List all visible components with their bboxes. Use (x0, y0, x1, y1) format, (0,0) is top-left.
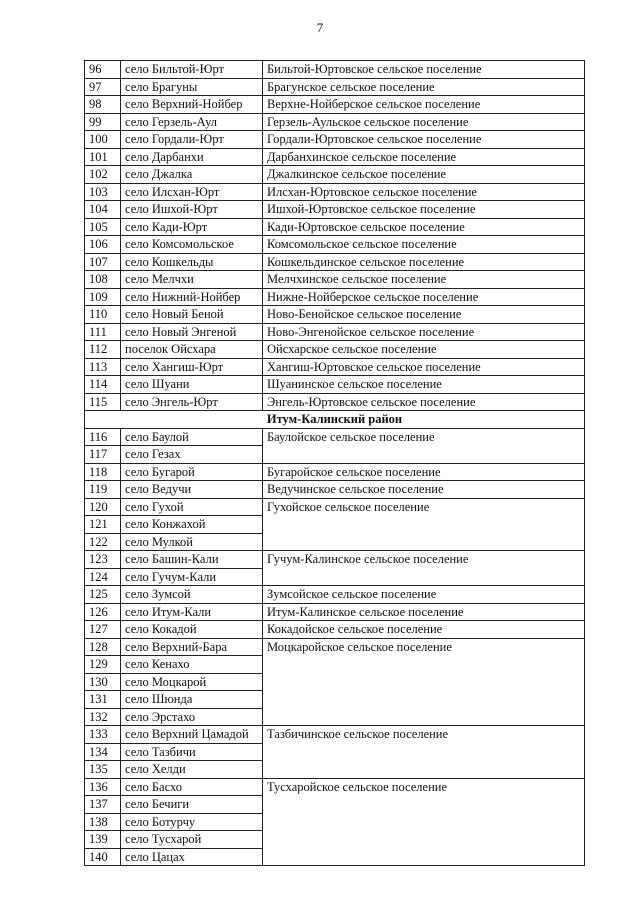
row-number: 101 (85, 148, 121, 166)
table-row (85, 183, 585, 201)
table-row (85, 481, 585, 499)
settlement-name: Гордали-Юртовское сельское поселение (263, 131, 585, 149)
district-header: Итум-Калинский район (85, 411, 585, 429)
row-number: 97 (85, 78, 121, 96)
village-name: село Тазбичи (121, 743, 263, 761)
village-name: село Башин-Кали (121, 551, 263, 569)
village-name: село Джалка (121, 166, 263, 184)
row-number: 122 (85, 533, 121, 551)
row-number: 99 (85, 113, 121, 131)
village-name: село Басхо (121, 778, 263, 796)
village-name: село Цацах (121, 848, 263, 866)
village-name: село Илсхан-Юрт (121, 183, 263, 201)
row-number: 109 (85, 288, 121, 306)
settlement-name: Моцкаройское сельское поселение (263, 638, 585, 726)
row-number: 98 (85, 96, 121, 114)
table-row (85, 236, 585, 254)
table-row (85, 621, 585, 639)
row-number: 131 (85, 691, 121, 709)
row-number: 108 (85, 271, 121, 289)
table-row (85, 253, 585, 271)
row-number: 96 (85, 61, 121, 79)
settlement-name: Энгель-Юртовское сельское поселение (263, 393, 585, 411)
table-row (85, 428, 585, 446)
settlement-name: Ново-Энгенойское сельское поселение (263, 323, 585, 341)
settlement-name: Зумсойское сельское поселение (263, 586, 585, 604)
table-row (85, 288, 585, 306)
village-name: село Гезах (121, 446, 263, 464)
village-name: село Герзель-Аул (121, 113, 263, 131)
village-name: село Верхний Цамадой (121, 726, 263, 744)
table-row (85, 96, 585, 114)
settlement-name: Мелчхинское сельское поселение (263, 271, 585, 289)
row-number: 102 (85, 166, 121, 184)
village-name: село Кади-Юрт (121, 218, 263, 236)
table-row (85, 113, 585, 131)
village-name: село Бугарой (121, 463, 263, 481)
settlement-name: Бильтой-Юртовское сельское поселение (263, 61, 585, 79)
row-number: 114 (85, 376, 121, 394)
row-number: 134 (85, 743, 121, 761)
table-row (85, 323, 585, 341)
table-row (85, 306, 585, 324)
table-row (85, 726, 585, 744)
village-name: село Шюнда (121, 691, 263, 709)
table-row (85, 393, 585, 411)
table-row (85, 778, 585, 796)
village-name: село Кокадой (121, 621, 263, 639)
settlement-name: Гучум-Калинское сельское поселение (263, 551, 585, 586)
row-number: 126 (85, 603, 121, 621)
settlement-name: Брагунское сельское поселение (263, 78, 585, 96)
row-number: 128 (85, 638, 121, 656)
table-row (85, 201, 585, 219)
row-number: 127 (85, 621, 121, 639)
settlement-name: Кади-Юртовское сельское поселение (263, 218, 585, 236)
row-number: 120 (85, 498, 121, 516)
table-row (85, 78, 585, 96)
row-number: 136 (85, 778, 121, 796)
village-name: село Ведучи (121, 481, 263, 499)
village-name: село Хангиш-Юрт (121, 358, 263, 376)
settlement-name: Джалкинское сельское поселение (263, 166, 585, 184)
row-number: 105 (85, 218, 121, 236)
village-name: село Гордали-Юрт (121, 131, 263, 149)
settlement-name: Ново-Бенойское сельское поселение (263, 306, 585, 324)
row-number: 103 (85, 183, 121, 201)
row-number: 125 (85, 586, 121, 604)
table-row (85, 218, 585, 236)
village-name: село Мулкой (121, 533, 263, 551)
settlement-name: Ойсхарское сельское поселение (263, 341, 585, 359)
table-row (85, 148, 585, 166)
village-name: село Шуани (121, 376, 263, 394)
village-name: село Гучум-Кали (121, 568, 263, 586)
settlement-name: Хангиш-Юртовское сельское поселение (263, 358, 585, 376)
row-number: 113 (85, 358, 121, 376)
settlement-name: Герзель-Аульское сельское поселение (263, 113, 585, 131)
table-row (85, 498, 585, 516)
table-row (85, 271, 585, 289)
table-row (85, 603, 585, 621)
village-name: село Кенахо (121, 656, 263, 674)
village-name: село Новый Беной (121, 306, 263, 324)
row-number: 106 (85, 236, 121, 254)
village-name: село Брагуны (121, 78, 263, 96)
row-number: 117 (85, 446, 121, 464)
village-name: село Эрстахо (121, 708, 263, 726)
settlement-name: Тазбичинское сельское поселение (263, 726, 585, 779)
village-name: село Новый Энгеной (121, 323, 263, 341)
settlement-name: Баулойское сельское поселение (263, 428, 585, 463)
settlement-name: Гухойское сельское поселение (263, 498, 585, 551)
settlement-name: Шуанинское сельское поселение (263, 376, 585, 394)
row-number: 124 (85, 568, 121, 586)
village-name: село Мелчхи (121, 271, 263, 289)
village-name: село Конжахой (121, 516, 263, 534)
table-row (85, 463, 585, 481)
table-row (85, 638, 585, 656)
row-number: 112 (85, 341, 121, 359)
settlement-name: Кошкельдинское сельское поселение (263, 253, 585, 271)
table-row (85, 61, 585, 79)
table-row (85, 358, 585, 376)
row-number: 115 (85, 393, 121, 411)
settlement-name: Комсомольское сельское поселение (263, 236, 585, 254)
settlement-name: Итум-Калинское сельское поселение (263, 603, 585, 621)
row-number: 138 (85, 813, 121, 831)
row-number: 104 (85, 201, 121, 219)
district-header-row (85, 411, 585, 429)
table-row (85, 586, 585, 604)
table-row (85, 551, 585, 569)
row-number: 123 (85, 551, 121, 569)
settlement-name: Тусхаройское сельское поселение (263, 778, 585, 866)
village-name: село Бильтой-Юрт (121, 61, 263, 79)
row-number: 121 (85, 516, 121, 534)
village-name: село Верхний-Бара (121, 638, 263, 656)
village-name: село Дарбанхи (121, 148, 263, 166)
row-number: 111 (85, 323, 121, 341)
table-row (85, 376, 585, 394)
village-name: село Гухой (121, 498, 263, 516)
village-name: село Верхний-Нойбер (121, 96, 263, 114)
village-name: село Зумсой (121, 586, 263, 604)
row-number: 118 (85, 463, 121, 481)
settlement-name: Верхне-Нойберское сельское поселение (263, 96, 585, 114)
settlement-name: Илсхан-Юртовское сельское поселение (263, 183, 585, 201)
village-name: поселок Ойсхара (121, 341, 263, 359)
row-number: 119 (85, 481, 121, 499)
row-number: 130 (85, 673, 121, 691)
row-number: 133 (85, 726, 121, 744)
settlements-table (84, 60, 585, 866)
village-name: село Хелди (121, 761, 263, 779)
table-row (85, 131, 585, 149)
village-name: село Ботурчу (121, 813, 263, 831)
table-row (85, 341, 585, 359)
settlement-name: Дарбанхинское сельское поселение (263, 148, 585, 166)
settlement-name: Ведучинское сельское поселение (263, 481, 585, 499)
row-number: 100 (85, 131, 121, 149)
village-name: село Моцкарой (121, 673, 263, 691)
village-name: село Бечиги (121, 796, 263, 814)
page-number: 7 (316, 20, 324, 35)
settlement-name: Кокадойское сельское поселение (263, 621, 585, 639)
row-number: 137 (85, 796, 121, 814)
village-name: село Баулой (121, 428, 263, 446)
settlement-name: Бугаройское сельское поселение (263, 463, 585, 481)
row-number: 129 (85, 656, 121, 674)
row-number: 110 (85, 306, 121, 324)
village-name: село Итум-Кали (121, 603, 263, 621)
row-number: 107 (85, 253, 121, 271)
village-name: село Кошкельды (121, 253, 263, 271)
row-number: 140 (85, 848, 121, 866)
row-number: 139 (85, 831, 121, 849)
village-name: село Тусхарой (121, 831, 263, 849)
settlement-name: Нижне-Нойберское сельское поселение (263, 288, 585, 306)
village-name: село Энгель-Юрт (121, 393, 263, 411)
village-name: село Комсомольское (121, 236, 263, 254)
settlement-name: Ишхой-Юртовское сельское поселение (263, 201, 585, 219)
row-number: 135 (85, 761, 121, 779)
village-name: село Нижний-Нойбер (121, 288, 263, 306)
row-number: 132 (85, 708, 121, 726)
village-name: село Ишхой-Юрт (121, 201, 263, 219)
table-row (85, 166, 585, 184)
row-number: 116 (85, 428, 121, 446)
